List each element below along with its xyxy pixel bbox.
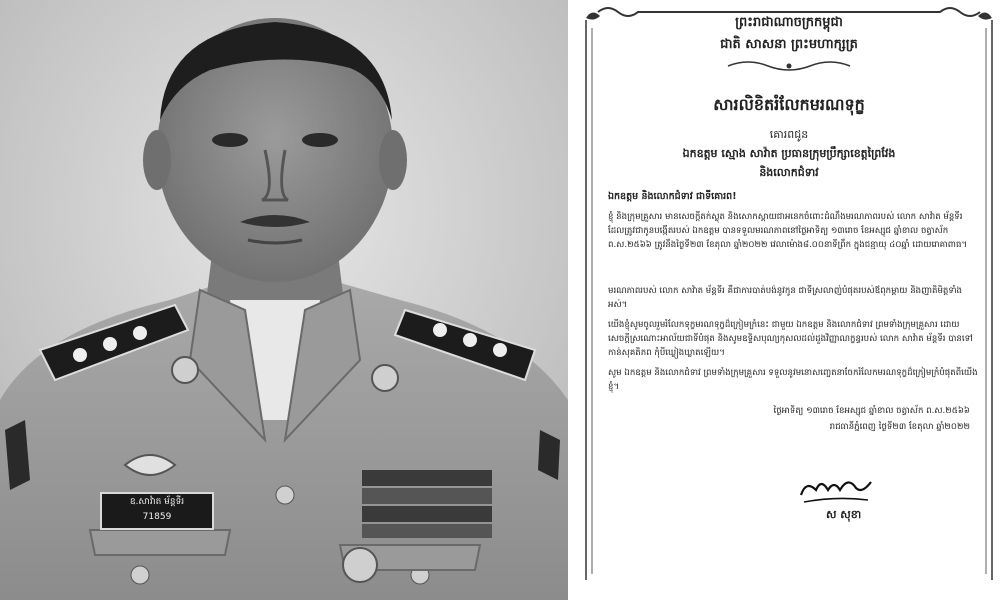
letter-paragraph-3: យើងខ្ញុំសូមចូលរួមរំលែកទុក្ខមរណទុក្ខដ៏ក្រៀមក្រំនេះ ជាមួយ ឯកឧត្តម និងលោកជំទាវ ព្រមទាំងក្រុមគ្រួសារ ដោយសេចក្ដីស្រណោះអាល័យជាទីបំផុត និងសូមឧទ្ទិសបុណ្យកុសលដល់ដួងវិញ្ញាណក្ខន្ធរបស់ លោក សាវ៉ាត ម័ន្តទីរ បានទៅកាន់សុគតិភព កុំបីឃ្លៀងឃ្លាតឡើយ។ [608, 320, 973, 359]
condolence-letter [578, 0, 1000, 600]
letter-recipient-spouse: និងលោកជំទាវ [759, 166, 819, 179]
letter-paragraph-1: ខ្ញុំ និងក្រុមគ្រួសារ មានសេចក្ដីតក់ស្លុត និងសោកស្ដាយជាអនេកចំពោះដំណឹងមរណភាពរបស់ លោក សាវ៉ាត ម័ន្តទីរ ដែលត្រូវជាកូនបង្កើតរបស់ ឯកឧត្តម បានទទួលមរណភាពនៅថ្ងៃអាទិត្យ ១៣រោច ខែអស្សុជ ឆ្នាំខាល ចត្វាស័ក ព.ស.២៥៦៦ ត្រូវនឹងថ្ងៃទី២៣ ខែតុលា ឆ្នាំ២០២២ វេលាម៉ោង៨.០០នាទីព្រឹក ក្នុងជន្មាយុ ៤០ឆ្នាំ ដោយរោគាពាធ។ [608, 212, 968, 251]
letter-recipient: ឯកឧត្តម ស្មោង សាវ៉ាត ប្រធានក្រុមប្រឹក្សាខេត្តព្រៃវែង [682, 147, 896, 160]
name-tag-number: 71859 [142, 512, 172, 522]
letter-greeting: ឯកឧត្តម និងលោកជំទាវ ជាទីគោរព! [608, 191, 737, 202]
letter-signer: ស សុខា [826, 508, 862, 521]
image-divider [568, 0, 578, 600]
letter-paragraph-2: មរណភាពរបស់ លោក សាវ៉ាត ម័ន្តទីរ គឺជាការបាត់បង់នូវកូន ជាទីស្រលាញ់បំផុតរបស់ឪពុកម្ដាយ និងញាតិមិត្តទាំងអស់។ [608, 286, 963, 311]
letter-date-solar: រាជធានីភ្នំពេញ ថ្ងៃទី២៣ ខែតុលា ឆ្នាំ២០២២ [829, 422, 970, 432]
letter-motto: ជាតិ សាសនា ព្រះមហាក្សត្រ [720, 37, 858, 52]
letter-title: សារលិខិតរំលែកមរណទុក្ខ [713, 95, 865, 114]
name-tag-name: ឧ.សាវ៉ាត ម័ន្តទីរ [129, 497, 185, 507]
signature-mark [796, 470, 876, 510]
letter-paragraph-4: សូម ឯកឧត្តម និងលោកជំទាវ ព្រមទាំងក្រុមគ្រួសារ ទទួលនូវមនោសញ្ចេតនាចែករំលែកមរណទុក្ខដ៏ក្រៀមក្រំបំផុតពីយើងខ្ញុំ។ [608, 368, 978, 393]
letter-date-lunar: ថ្ងៃអាទិត្យ ១៣រោច ខែអស្សុជ ឆ្នាំខាល ចត្វាស័ក ព.ស.២៥៦៦ [773, 406, 970, 416]
letter-kingdom: ព្រះរាជាណាចក្រកម្ពុជា [735, 15, 843, 30]
letter-to-label: គោរពជូន [769, 128, 809, 141]
name-tag [100, 492, 214, 530]
medal-ribbons [362, 470, 492, 538]
